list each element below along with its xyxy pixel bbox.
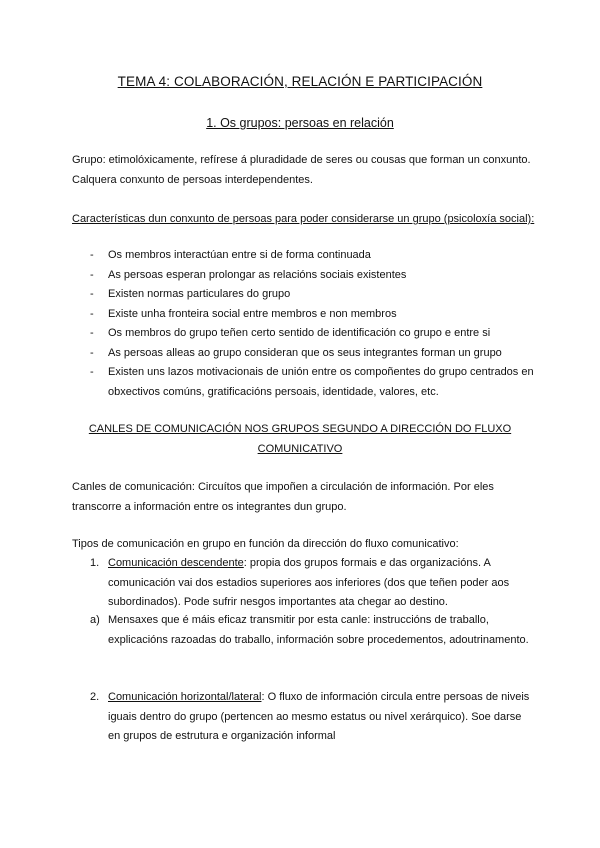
list-item: - As persoas esperan prolongar as relacións sociais existentes <box>72 266 542 286</box>
list-item: - Existe unha fronteira social entre membros e non membros <box>72 305 542 325</box>
list-item: - Existen normas particulares do grupo <box>72 285 542 305</box>
item-text: : propia dos grupos formais e das organizacións. A comunicación vai dos estadios superiores aos inferiores (dos que teñen poder aos subordinados). Pode sufrir nesgos importantes ata chegar ao destino. <box>108 557 510 608</box>
canles-definition: Canles de comunicación: Circuítos que impoñen a circulación de información. Por eles transcorre a información entre os integrantes dun grupo. <box>72 481 494 513</box>
caracteristicas-list <box>72 246 542 402</box>
list-item-mensaxes <box>90 611 530 650</box>
tipos-intro: Tipos de comunicación en grupo en función da dirección do fluxo comunicativo: <box>72 538 459 550</box>
caracteristicas-heading: Características dun conxunto de persoas para poder considerarse un grupo (psicoloxía social): <box>72 213 535 225</box>
section-title: 1. Os grupos: persoas en relación <box>206 116 394 130</box>
item-label: Comunicación descendente <box>108 557 244 569</box>
list-marker: 2. <box>90 691 100 703</box>
list-marker: a) <box>90 614 100 626</box>
item-label: Comunicación horizontal/lateral <box>108 691 262 703</box>
list-item: - Os membros do grupo teñen certo sentido de identificación co grupo e entre si <box>72 324 542 344</box>
canles-heading: CANLES DE COMUNICACIÓN NOS GRUPOS SEGUNDO A DIRECCIÓN DO FLUXO COMUNICATIVO <box>88 423 512 455</box>
list-item: - Existen uns lazos motivacionais de unión entre os compoñentes do grupo centrados en obxectivos comúns, gratificacións persoais, identidade, valores, etc. <box>72 363 542 402</box>
list-item-comunicacion-horizontal <box>90 688 530 747</box>
item-text: : O fluxo de información circula entre persoas de niveis iguais dentro do grupo (pertencen ao mesmo estatus ou nivel xerárquico). Soe darse en grupos de estrutura e organización informal <box>108 691 530 742</box>
list-item-comunicacion-descendente <box>90 554 530 613</box>
item-text: Mensaxes que é máis eficaz transmitir por esta canle: instruccións de traballo, explicacións razoadas do traballo, información sobre procedementos, adoutrinamento. <box>108 614 529 646</box>
list-item: - Os membros interactúan entre si de forma continuada <box>72 246 542 266</box>
document-title: TEMA 4: COLABORACIÓN, RELACIÓN E PARTICIPACIÓN <box>117 74 483 89</box>
list-item: - As persoas alleas ao grupo consideran que os seus integrantes forman un grupo <box>72 344 542 364</box>
grupo-definition: Grupo: etimolóxicamente, refírese á pluradidade de seres ou cousas que forman un conxunto. Calquera conxunto de persoas interdependentes. <box>72 154 531 186</box>
list-marker: 1. <box>90 557 100 569</box>
